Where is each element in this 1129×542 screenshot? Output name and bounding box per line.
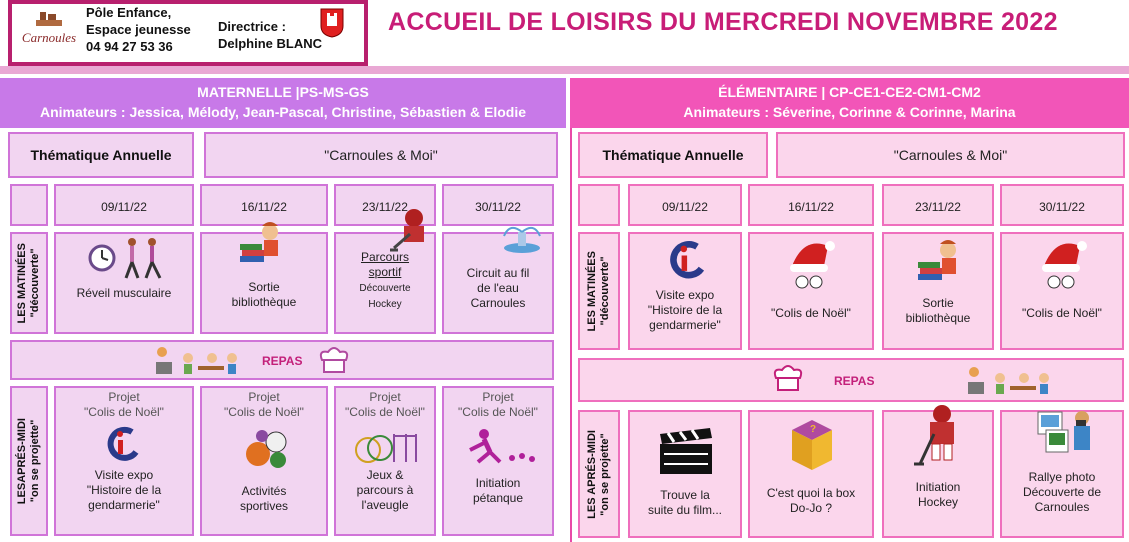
repas-row	[10, 340, 554, 380]
afternoon-label-cell	[10, 386, 48, 536]
activity-text: Trouve la suite du film...	[647, 488, 723, 517]
header-divider	[0, 66, 1129, 74]
director-name: Delphine BLANC	[218, 36, 322, 51]
hoops-icon	[354, 428, 420, 464]
santa-hat-icon	[1036, 236, 1092, 292]
carnoules-logo	[18, 10, 80, 52]
afternoon-activity-cell	[442, 386, 554, 536]
morning-label-cell	[10, 232, 48, 334]
elementaire-theme-value-cell	[776, 132, 1125, 178]
afternoon-label: LES APRÉS-MIDI "on se projette"	[586, 429, 611, 519]
afternoon-label-cell	[578, 410, 620, 538]
kids-eating-icon	[964, 364, 1054, 398]
empty-corner-cell	[10, 184, 48, 226]
gendarmerie-logo-icon	[664, 240, 708, 282]
date-cell: 30/11/22	[1000, 184, 1124, 226]
activity-text: Initiation Hockey	[915, 480, 961, 509]
morning-activity-cell	[1000, 232, 1124, 350]
date-cell: 16/11/22	[748, 184, 874, 226]
activity-text: Visite expo "Histoire de la gendarmerie"	[86, 468, 162, 512]
morning-activity-cell	[334, 232, 436, 334]
activity-text: Circuit au fil de l'eau Carnoules	[466, 266, 530, 310]
theme-label: Thématique Annuelle	[602, 147, 744, 163]
theme-value: "Carnoules & Moi"	[324, 147, 438, 163]
afternoon-activity-cell	[628, 410, 742, 538]
morning-activity-cell	[628, 232, 742, 350]
photographer-icon	[1036, 406, 1096, 458]
project-text: Projet "Colis de Noël"	[345, 390, 425, 419]
activity-text: "Colis de Noël"	[771, 306, 851, 320]
kids-eating-icon	[152, 344, 242, 378]
org-info	[86, 4, 191, 55]
books-reading-icon	[916, 238, 962, 282]
elementaire-title: ÉLÉMENTAIRE | CP-CE1-CE2-CM1-CM2	[718, 84, 981, 100]
maternelle-theme-value-cell	[204, 132, 558, 178]
activity-text: Sortie bibliothèque	[905, 296, 971, 325]
theme-label: Thématique Annuelle	[30, 147, 172, 163]
afternoon-activity-cell	[54, 386, 194, 536]
books-reading-icon	[238, 220, 284, 264]
hockey-player-icon	[912, 404, 968, 468]
afternoon-activity-cell	[200, 386, 328, 536]
maternelle-header	[0, 78, 566, 128]
org-line2: Espace jeunesse	[86, 22, 191, 37]
elementaire-header	[570, 78, 1129, 128]
activity-text: Réveil musculaire	[76, 286, 172, 300]
afternoon-activity-cell	[748, 410, 874, 538]
date-cell: 16/11/22	[200, 184, 328, 226]
project-text: Projet "Colis de Noël"	[84, 390, 164, 419]
afternoon-activity-cell	[334, 386, 436, 536]
activity-text: Rallye photo Découverte de Carnoules	[1022, 470, 1102, 514]
page-title: ACCUEIL DE LOISIRS DU MERCREDI NOVEMBRE 2022	[388, 8, 1058, 36]
activity-text: Sortie bibliothèque	[231, 280, 297, 309]
date-cell: 30/11/22	[442, 184, 554, 226]
date-cell: 09/11/22	[54, 184, 194, 226]
morning-label-cell	[578, 232, 620, 350]
crest-icon	[320, 8, 344, 38]
phone-number: 04 94 27 53 36	[86, 39, 173, 54]
morning-activity-cell	[200, 232, 328, 334]
afternoon-label: LESAPRÉS-MIDI "on se projette"	[16, 417, 41, 505]
santa-hat-icon	[784, 236, 840, 292]
date-cell: 23/11/22	[882, 184, 994, 226]
morning-activity-cell	[882, 232, 994, 350]
afternoon-activity-cell	[882, 410, 994, 538]
chef-hat-icon	[770, 364, 806, 394]
project-text: Projet "Colis de Noël"	[458, 390, 538, 419]
mystery-box-icon	[786, 414, 838, 474]
chef-hat-icon	[316, 346, 352, 376]
repas-row	[578, 358, 1124, 402]
director-label: Directrice :	[218, 19, 286, 34]
date-cell: 09/11/22	[628, 184, 742, 226]
maternelle-theme-label-cell	[8, 132, 194, 178]
morning-activity-cell	[442, 232, 554, 334]
org-line1: Pôle Enfance,	[86, 5, 172, 20]
clapperboard-icon	[656, 426, 716, 476]
activity-text: Visite expo "Histoire de la gendarmerie"	[647, 288, 723, 332]
fountain-icon	[500, 222, 544, 254]
director-info	[218, 18, 322, 52]
hockey-icon	[388, 208, 434, 252]
activity-text: Jeux & parcours à l'aveugle	[356, 468, 414, 512]
activity-text: Initiation pétanque	[472, 476, 524, 505]
afternoon-activity-cell	[1000, 410, 1124, 538]
repas-label: REPAS	[834, 374, 875, 388]
theme-value: "Carnoules & Moi"	[893, 147, 1008, 163]
balls-icon	[244, 426, 290, 470]
elementaire-theme-label-cell	[578, 132, 768, 178]
empty-corner-cell	[578, 184, 620, 226]
activity-text: "Colis de Noël"	[1022, 306, 1102, 320]
maternelle-animators: Animateurs : Jessica, Mélody, Jean-Pascal, Christine, Sébastien & Elodie	[39, 104, 527, 120]
elementaire-animators: Animateurs : Séverine, Corinne & Corinne, Marina	[683, 104, 1016, 120]
svg-text:?: ?	[810, 424, 817, 435]
logo-text: Carnoules	[21, 30, 77, 45]
activity-text: Parcours sportif Découverte Hockey	[359, 250, 411, 310]
activity-text: Activités sportives	[239, 484, 289, 513]
clock-exercise-icon	[86, 234, 166, 280]
morning-activity-cell	[54, 232, 194, 334]
repas-label: REPAS	[262, 354, 303, 368]
project-text: Projet "Colis de Noël"	[224, 390, 304, 419]
morning-label: LES MATINÉES "découverte"	[16, 242, 41, 324]
morning-activity-cell	[748, 232, 874, 350]
date-cell: 23/11/22	[334, 184, 436, 226]
petanque-icon	[460, 428, 536, 464]
activity-text: C'est quoi la box Do-Jo ?	[766, 486, 856, 515]
morning-label: LES MATINÉES "découverte"	[586, 250, 611, 332]
maternelle-title: MATERNELLE |PS-MS-GS	[197, 84, 369, 100]
gendarmerie-logo-icon	[102, 426, 142, 464]
